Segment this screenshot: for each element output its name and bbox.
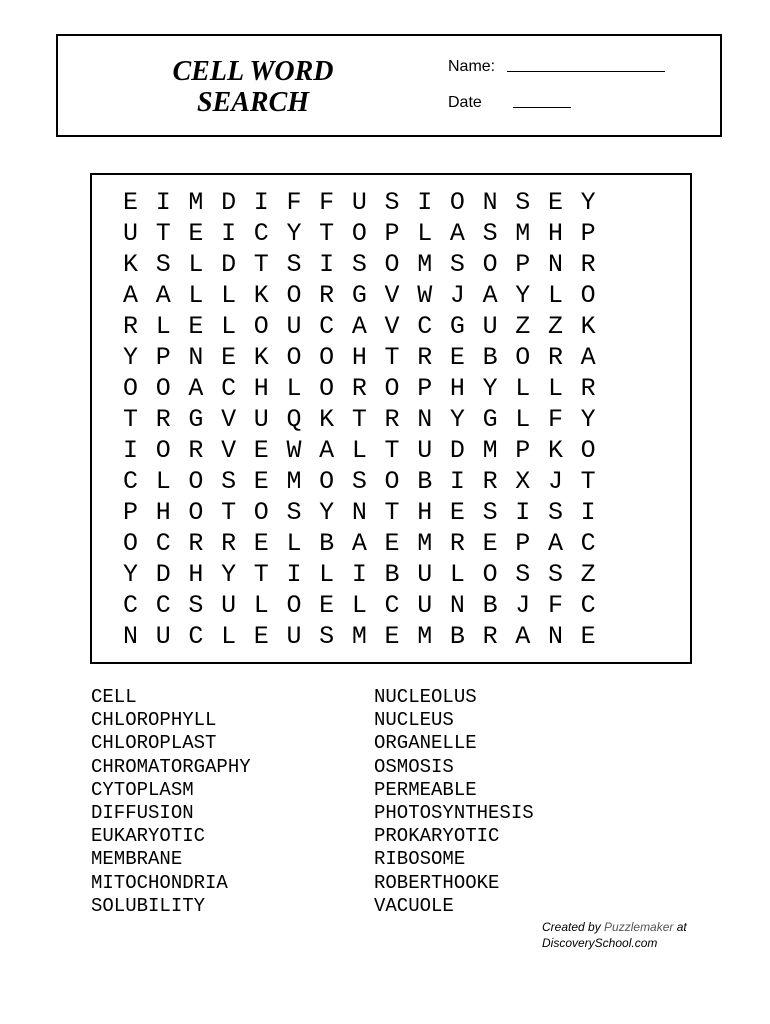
grid-letter[interactable]: Z [547, 312, 563, 341]
grid-letter[interactable]: Z [515, 312, 531, 341]
grid-letter[interactable]: V [384, 281, 400, 310]
grid-letter[interactable]: O [384, 467, 400, 496]
grid-letter[interactable]: O [188, 467, 204, 496]
grid-letter[interactable]: A [319, 436, 335, 465]
grid-letter[interactable]: C [417, 312, 433, 341]
grid-letter[interactable]: D [449, 436, 465, 465]
word-list-item: SOLUBILITY [91, 894, 206, 917]
grid-letter[interactable]: M [515, 219, 531, 248]
word-list-item: EUKARYOTIC [91, 825, 206, 848]
grid-letter[interactable]: O [286, 591, 302, 620]
grid-letter[interactable]: L [286, 374, 302, 403]
grid-letter[interactable]: S [188, 591, 204, 620]
grid-letter[interactable]: S [351, 250, 367, 279]
grid-letter[interactable]: E [253, 436, 269, 465]
grid-letter[interactable]: O [155, 374, 171, 403]
grid-letter[interactable]: L [319, 560, 335, 589]
grid-letter[interactable]: U [351, 188, 367, 217]
grid-letter[interactable]: R [580, 374, 596, 403]
grid-letter[interactable]: T [155, 219, 171, 248]
word-list-item: CELL [91, 686, 137, 708]
grid-letter[interactable]: O [286, 281, 302, 310]
grid-letter[interactable]: A [547, 529, 563, 558]
word-list-item: PERMEABLE [374, 778, 477, 801]
grid-letter[interactable]: O [319, 467, 335, 496]
grid-letter[interactable]: U [417, 591, 433, 620]
grid-letter[interactable]: A [188, 374, 204, 403]
grid-letter[interactable]: C [319, 312, 335, 341]
grid-letter[interactable]: L [351, 436, 367, 465]
grid-letter[interactable]: L [221, 622, 237, 651]
grid-letter[interactable]: D [221, 250, 237, 279]
grid-letter[interactable]: V [221, 436, 237, 465]
word-list-item: CHROMATORGAPHY [91, 755, 251, 778]
grid-letter[interactable]: O [384, 374, 400, 403]
grid-letter[interactable]: V [384, 312, 400, 341]
grid-letter[interactable]: E [449, 343, 465, 372]
grid-letter[interactable]: P [515, 250, 531, 279]
grid-letter[interactable]: L [155, 312, 171, 341]
grid-letter[interactable]: H [351, 343, 367, 372]
grid-letter[interactable]: C [155, 529, 171, 558]
grid-letter[interactable]: L [417, 219, 433, 248]
grid-letter[interactable]: U [482, 312, 498, 341]
grid-letter[interactable]: O [123, 374, 139, 403]
grid-letter[interactable]: U [417, 436, 433, 465]
grid-letter[interactable]: U [155, 622, 171, 651]
grid-letter[interactable]: R [351, 374, 367, 403]
grid-letter[interactable]: B [482, 343, 498, 372]
grid-letter[interactable]: M [351, 622, 367, 651]
grid-letter[interactable]: E [384, 529, 400, 558]
grid-letter[interactable]: O [155, 436, 171, 465]
grid-letter[interactable]: C [155, 591, 171, 620]
grid-letter[interactable]: L [253, 591, 269, 620]
grid-letter[interactable]: C [384, 591, 400, 620]
grid-letter[interactable]: E [123, 188, 139, 217]
word-list-item: ROBERTHOOKE [374, 871, 500, 894]
grid-letter[interactable]: I [123, 436, 139, 465]
word-list-item: RIBOSOME [374, 848, 466, 871]
grid-letter[interactable]: O [384, 250, 400, 279]
name-blank-line[interactable] [507, 70, 665, 72]
grid-letter[interactable]: Y [580, 405, 596, 434]
name-label: Name: [448, 58, 496, 75]
word-list-item: NUCLEOLUS [374, 686, 477, 708]
grid-letter[interactable]: L [188, 281, 204, 310]
grid-letter[interactable]: A [580, 343, 596, 372]
grid-letter[interactable]: F [547, 591, 563, 620]
grid-letter[interactable]: W [286, 436, 302, 465]
grid-letter[interactable]: M [188, 188, 204, 217]
grid-letter[interactable]: E [253, 467, 269, 496]
grid-letter[interactable]: H [253, 374, 269, 403]
grid-letter[interactable]: A [351, 312, 367, 341]
grid-letter[interactable]: N [449, 591, 465, 620]
grid-letter[interactable]: N [417, 405, 433, 434]
grid-letter[interactable]: I [417, 188, 433, 217]
grid-letter[interactable]: A [449, 219, 465, 248]
grid-letter[interactable]: S [449, 250, 465, 279]
grid-letter[interactable]: O [286, 343, 302, 372]
grid-letter[interactable]: Y [123, 560, 139, 589]
grid-letter[interactable]: S [319, 622, 335, 651]
grid-letter[interactable]: U [253, 405, 269, 434]
name-field[interactable] [448, 58, 665, 76]
grid-letter[interactable]: S [547, 498, 563, 527]
grid-letter[interactable]: B [482, 591, 498, 620]
grid-letter[interactable]: K [547, 436, 563, 465]
grid-letter[interactable]: R [123, 312, 139, 341]
grid-letter[interactable]: S [384, 188, 400, 217]
grid-letter[interactable]: S [155, 250, 171, 279]
grid-letter[interactable]: O [449, 188, 465, 217]
grid-letter[interactable]: E [221, 343, 237, 372]
grid-letter[interactable]: R [547, 343, 563, 372]
grid-letter[interactable]: K [253, 281, 269, 310]
grid-letter[interactable]: R [384, 405, 400, 434]
grid-letter[interactable]: E [188, 312, 204, 341]
grid-letter[interactable]: U [417, 560, 433, 589]
grid-letter[interactable]: S [515, 188, 531, 217]
grid-letter[interactable]: B [449, 622, 465, 651]
grid-letter[interactable]: B [384, 560, 400, 589]
grid-letter[interactable]: C [221, 374, 237, 403]
grid-letter[interactable]: M [482, 436, 498, 465]
grid-letter[interactable]: R [188, 436, 204, 465]
grid-letter[interactable]: O [253, 498, 269, 527]
grid-letter[interactable]: A [482, 281, 498, 310]
grid-letter[interactable]: P [384, 219, 400, 248]
grid-letter[interactable]: E [253, 622, 269, 651]
grid-letter[interactable]: Q [286, 405, 302, 434]
grid-letter[interactable]: V [221, 405, 237, 434]
grid-letter[interactable]: N [547, 250, 563, 279]
grid-letter[interactable]: Y [319, 498, 335, 527]
grid-letter[interactable]: L [449, 560, 465, 589]
grid-letter[interactable]: F [286, 188, 302, 217]
grid-letter[interactable]: M [417, 250, 433, 279]
grid-letter[interactable]: S [221, 467, 237, 496]
grid-letter[interactable]: I [319, 250, 335, 279]
grid-letter[interactable]: R [188, 529, 204, 558]
grid-letter[interactable]: T [580, 467, 596, 496]
grid-letter[interactable]: O [482, 250, 498, 279]
grid-letter[interactable]: H [188, 560, 204, 589]
date-label: Date [448, 94, 482, 111]
grid-letter[interactable]: O [580, 436, 596, 465]
grid-letter[interactable]: K [580, 312, 596, 341]
credit-suffix: at [673, 920, 687, 934]
grid-letter[interactable]: T [384, 343, 400, 372]
grid-letter[interactable]: S [286, 250, 302, 279]
grid-letter[interactable]: Y [449, 405, 465, 434]
grid-letter[interactable]: T [319, 219, 335, 248]
word-list-item: MITOCHONDRIA [91, 871, 228, 894]
grid-letter[interactable]: S [286, 498, 302, 527]
grid-letter[interactable]: P [515, 436, 531, 465]
grid-letter[interactable]: D [155, 560, 171, 589]
grid-letter[interactable]: U [221, 591, 237, 620]
grid-letter[interactable]: G [188, 405, 204, 434]
grid-letter[interactable]: G [449, 312, 465, 341]
grid-letter[interactable]: I [155, 188, 171, 217]
grid-letter[interactable]: L [221, 312, 237, 341]
grid-letter[interactable]: C [580, 591, 596, 620]
grid-letter[interactable]: J [515, 591, 531, 620]
word-list-item: DIFFUSION [91, 802, 194, 825]
grid-letter[interactable]: Y [482, 374, 498, 403]
grid-letter[interactable]: M [286, 467, 302, 496]
grid-letter[interactable]: R [221, 529, 237, 558]
grid-letter[interactable]: D [221, 188, 237, 217]
grid-letter[interactable]: I [286, 560, 302, 589]
grid-letter[interactable]: U [286, 622, 302, 651]
grid-letter[interactable]: R [482, 622, 498, 651]
grid-letter[interactable]: L [515, 405, 531, 434]
word-list-item: CYTOPLASM [91, 778, 194, 801]
grid-letter[interactable]: I [351, 560, 367, 589]
grid-letter[interactable]: C [123, 467, 139, 496]
grid-letter[interactable]: M [417, 622, 433, 651]
grid-letter[interactable]: I [449, 467, 465, 496]
grid-letter[interactable]: E [580, 622, 596, 651]
grid-letter[interactable]: Y [221, 560, 237, 589]
word-list-item: ORGANELLE [374, 732, 477, 755]
word-search-grid-box [90, 173, 692, 664]
grid-letter[interactable]: O [482, 560, 498, 589]
grid-letter[interactable]: I [221, 219, 237, 248]
grid-letter[interactable]: J [547, 467, 563, 496]
grid-letter[interactable]: A [155, 281, 171, 310]
grid-letter[interactable]: P [123, 498, 139, 527]
grid-letter[interactable]: L [515, 374, 531, 403]
grid-letter[interactable]: F [319, 188, 335, 217]
grid-letter[interactable]: H [547, 219, 563, 248]
word-list-item: VACUOLE [374, 894, 454, 917]
grid-letter[interactable]: K [253, 343, 269, 372]
word-list-item: OSMOSIS [374, 755, 454, 778]
grid-letter[interactable]: P [580, 219, 596, 248]
grid-letter[interactable]: S [515, 560, 531, 589]
grid-letter[interactable]: L [286, 529, 302, 558]
date-field[interactable] [448, 94, 571, 112]
grid-letter[interactable]: E [547, 188, 563, 217]
grid-letter[interactable]: B [319, 529, 335, 558]
grid-letter[interactable]: S [482, 498, 498, 527]
grid-letter[interactable]: M [417, 529, 433, 558]
grid-letter[interactable]: A [515, 622, 531, 651]
grid-letter[interactable]: Z [580, 560, 596, 589]
grid-letter[interactable]: R [155, 405, 171, 434]
grid-letter[interactable]: O [253, 312, 269, 341]
grid-letter[interactable]: F [547, 405, 563, 434]
grid-letter[interactable]: I [253, 188, 269, 217]
grid-letter[interactable]: L [351, 591, 367, 620]
date-blank-line[interactable] [513, 106, 571, 108]
grid-letter[interactable]: E [188, 219, 204, 248]
grid-letter[interactable]: S [351, 467, 367, 496]
grid-letter[interactable]: P [155, 343, 171, 372]
grid-letter[interactable]: Y [286, 219, 302, 248]
grid-letter[interactable]: W [417, 281, 433, 310]
grid-letter[interactable]: L [547, 374, 563, 403]
grid-letter[interactable]: L [221, 281, 237, 310]
grid-letter[interactable]: E [482, 529, 498, 558]
grid-letter[interactable]: C [580, 529, 596, 558]
word-list-item: NUCLEUS [374, 709, 454, 732]
grid-letter[interactable]: T [221, 498, 237, 527]
title-line-2: SEARCH [196, 87, 310, 118]
grid-letter[interactable]: Y [580, 188, 596, 217]
grid-letter[interactable]: O [580, 281, 596, 310]
grid-letter[interactable]: P [417, 374, 433, 403]
word-list-item: PROKARYOTIC [374, 825, 500, 848]
grid-letter[interactable]: O [319, 374, 335, 403]
word-list-item: CHLOROPHYLL [91, 709, 217, 732]
grid-letter[interactable]: J [449, 281, 465, 310]
grid-letter[interactable]: T [123, 405, 139, 434]
grid-letter[interactable]: L [188, 250, 204, 279]
page-title [158, 56, 348, 118]
grid-letter[interactable]: Y [123, 343, 139, 372]
credit-prefix: Created by [542, 920, 605, 934]
credit-text [542, 919, 687, 951]
grid-letter[interactable]: H [449, 374, 465, 403]
grid-letter[interactable]: E [384, 622, 400, 651]
grid-letter[interactable]: T [253, 250, 269, 279]
grid-letter[interactable]: N [351, 498, 367, 527]
grid-letter[interactable]: H [417, 498, 433, 527]
grid-letter[interactable]: P [515, 529, 531, 558]
grid-letter[interactable]: C [253, 219, 269, 248]
title-line-1: CELL WORD [172, 56, 334, 87]
grid-letter[interactable]: R [417, 343, 433, 372]
header-box [56, 34, 722, 137]
grid-letter[interactable]: R [580, 250, 596, 279]
grid-letter[interactable]: N [547, 622, 563, 651]
grid-letter[interactable]: E [253, 529, 269, 558]
grid-letter[interactable]: S [547, 560, 563, 589]
grid-letter[interactable]: T [253, 560, 269, 589]
grid-letter[interactable]: T [384, 498, 400, 527]
credit-brand: Puzzlemaker [604, 920, 674, 934]
word-list-left [91, 686, 251, 918]
grid-letter[interactable]: U [123, 219, 139, 248]
grid-letter[interactable]: O [319, 343, 335, 372]
grid-letter[interactable]: O [188, 498, 204, 527]
word-list-item: CHLOROPLAST [91, 732, 217, 755]
grid-letter[interactable]: C [188, 622, 204, 651]
grid-letter[interactable]: C [123, 591, 139, 620]
grid-letter[interactable]: S [482, 219, 498, 248]
grid-letter[interactable]: A [123, 281, 139, 310]
grid-letter[interactable]: I [515, 498, 531, 527]
grid-letter[interactable]: U [286, 312, 302, 341]
grid-letter[interactable]: K [123, 250, 139, 279]
word-list-right [374, 686, 534, 918]
word-search-grid [123, 187, 613, 652]
grid-letter[interactable]: I [580, 498, 596, 527]
grid-letter[interactable]: R [449, 529, 465, 558]
grid-letter[interactable]: E [449, 498, 465, 527]
grid-letter[interactable]: R [482, 467, 498, 496]
grid-letter[interactable]: L [155, 467, 171, 496]
grid-letter[interactable]: O [123, 529, 139, 558]
word-list-item: MEMBRANE [91, 848, 183, 871]
grid-letter[interactable]: R [319, 281, 335, 310]
grid-letter[interactable]: N [482, 188, 498, 217]
grid-letter[interactable]: H [155, 498, 171, 527]
grid-letter[interactable]: B [417, 467, 433, 496]
credit-site: DiscoverySchool.com [542, 936, 658, 950]
grid-letter[interactable]: X [515, 467, 531, 496]
grid-letter[interactable]: A [351, 529, 367, 558]
grid-letter[interactable]: T [351, 405, 367, 434]
grid-letter[interactable]: T [384, 436, 400, 465]
grid-letter[interactable]: K [319, 405, 335, 434]
grid-letter[interactable]: G [351, 281, 367, 310]
grid-letter[interactable]: L [547, 281, 563, 310]
grid-letter[interactable]: O [351, 219, 367, 248]
grid-letter[interactable]: G [482, 405, 498, 434]
grid-letter[interactable]: N [123, 622, 139, 651]
grid-letter[interactable]: Y [515, 281, 531, 310]
grid-letter[interactable]: N [188, 343, 204, 372]
word-list-item: PHOTOSYNTHESIS [374, 802, 534, 825]
grid-letter[interactable]: E [319, 591, 335, 620]
grid-letter[interactable]: O [515, 343, 531, 372]
